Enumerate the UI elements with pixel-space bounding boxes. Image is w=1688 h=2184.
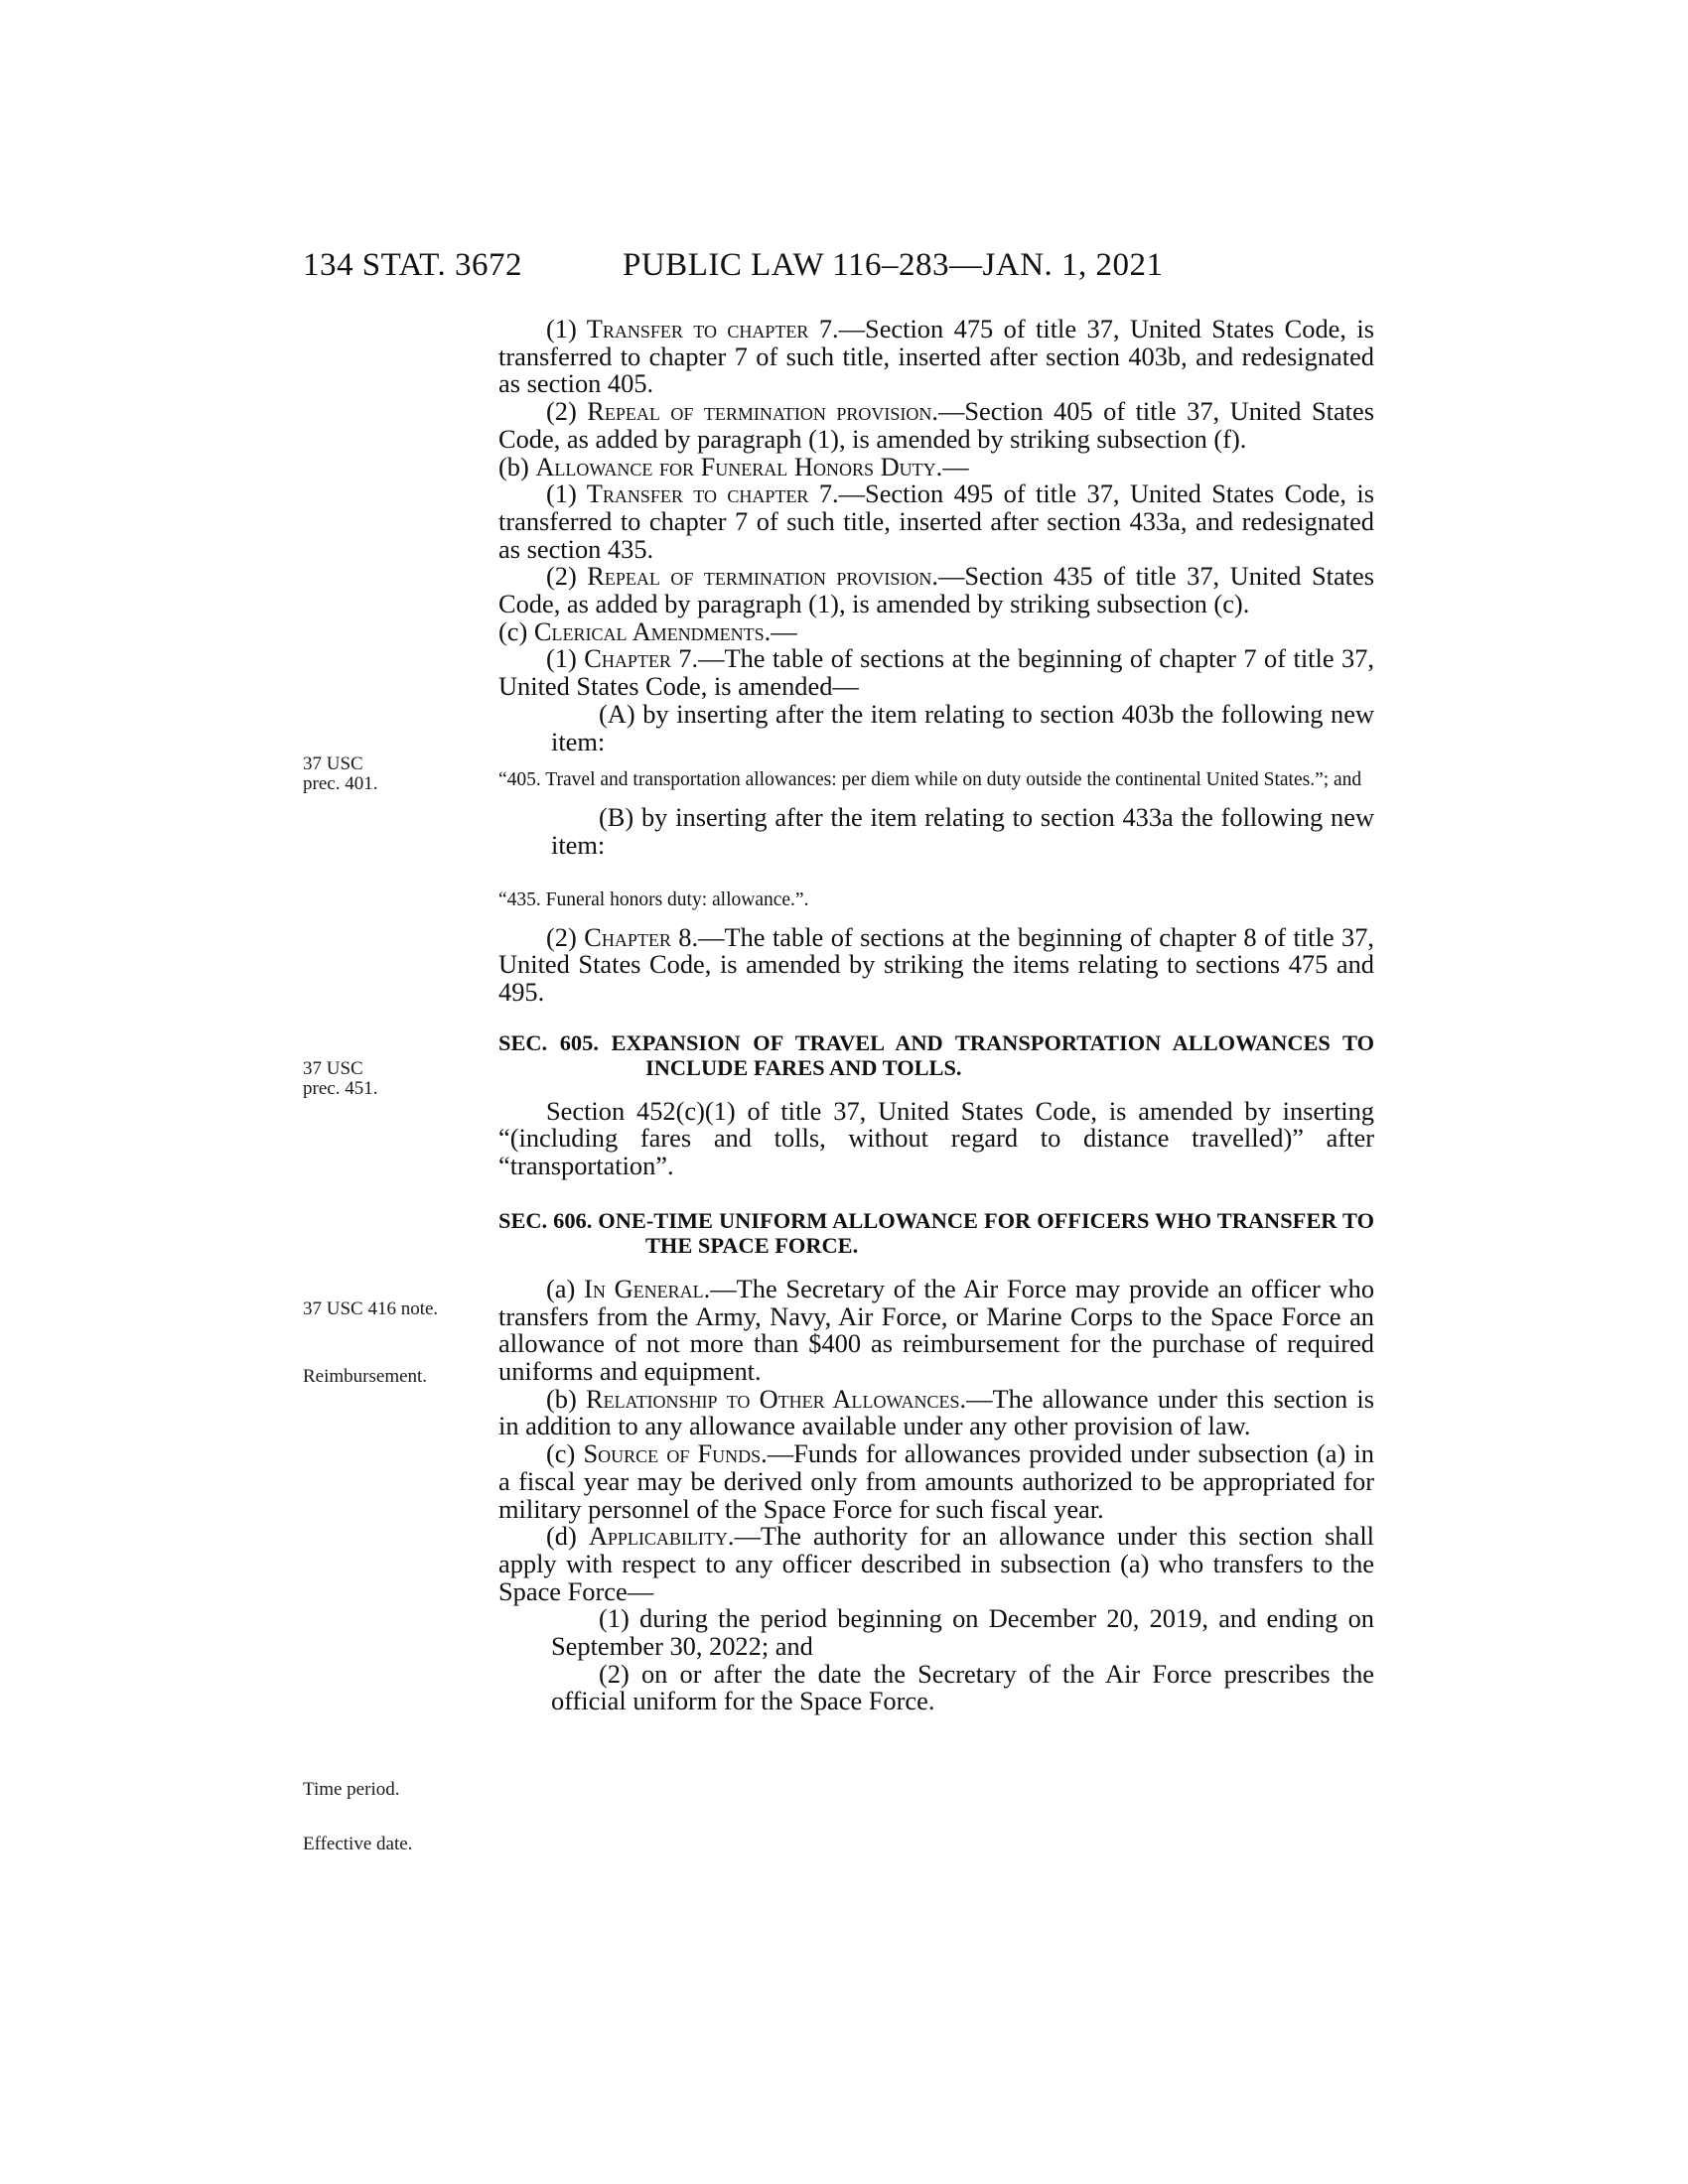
margin-note-usc-prec-451 — [303, 1059, 377, 1099]
toc-item-435: “435. Funeral honors duty: allowance.”. — [498, 888, 809, 910]
section-606-d-paragraph-1: (1) during the period beginning on December 20, 2019, and ending on September 30, 2022; and — [551, 1603, 1374, 1662]
subsection-text: —The Secretary of the Air Force may provide an officer who transfers from the Army, Navy, Air Force, or Marine Corps to the Space Force an allowance of not more than $400 as reimbursement for the purchase of required uniforms and equipment. — [498, 1273, 1375, 1386]
paragraph-heading: (1) Transfer to chapter 7. — [546, 314, 839, 343]
subsection-label: (b) — [498, 451, 536, 481]
paragraph-heading: (2) Repeal of termination provision. — [546, 396, 938, 427]
paragraph-heading: (2) Repeal of termination provision. — [546, 561, 938, 592]
subsection-heading: In General. — [584, 1273, 711, 1303]
margin-note-line: prec. 451. — [303, 1078, 378, 1099]
subsection-heading: Clerical Amendments. — [533, 615, 772, 646]
public-law-title: PUBLIC LAW 116–283—JAN. 1, 2021 — [623, 247, 1164, 283]
section-605-text: Section 452(c)(1) of title 37, United States Code, is amended by inserting “(including fares and tolls, without regard to distance travelled)” after “transportation”. — [498, 1095, 1374, 1181]
margin-note-line: prec. 401. — [303, 773, 378, 794]
margin-note-reimbursement: Reimbursement. — [303, 1366, 428, 1387]
section-606-subsection-c — [498, 1440, 1374, 1523]
margin-note-effective-date: Effective date. — [303, 1834, 413, 1854]
subsection-heading: Relationship to Other Allowances. — [585, 1383, 967, 1414]
subparagraph-cB: (B) by inserting after the item relating to section 433a the following new item: — [551, 802, 1374, 860]
paragraph-text: —Section 495 of title 37, United States Code, is transferred to chapter 7 of such title, inserted after section 433a, and redesignated as section 435. — [498, 478, 1374, 564]
paragraph-heading: (1) Transfer to chapter 7. — [546, 478, 839, 509]
subsection-label: (c) — [498, 615, 534, 646]
paragraph-c2 — [498, 921, 1374, 1008]
paragraph-text: —Section 405 of title 37, United States Code, as added by paragraph (1), is amended by striking subsection (f). — [498, 396, 1374, 454]
subsection-label: (b) — [546, 1383, 586, 1414]
subsection-heading: Allowance for Funeral Honors Duty. — [535, 451, 943, 481]
section-606-subsection-b — [498, 1383, 1374, 1441]
toc-item-405: “405. Travel and transportation allowances: per diem while on duty outside the continental United States.”; and — [498, 769, 1362, 791]
margin-note-usc-416-note: 37 USC 416 note. — [303, 1298, 439, 1319]
subsection-heading: Applicability. — [588, 1521, 735, 1552]
paragraph-heading: (1) Chapter 7. — [546, 643, 699, 674]
subsection-dash: — — [771, 615, 797, 646]
section-606-heading: SEC. 606. ONE-TIME UNIFORM ALLOWANCE FOR OFFICERS WHO TRANSFER TO THE SPACE FORCE. — [498, 1207, 1374, 1258]
paragraph-b2 — [498, 563, 1374, 617]
subsection-label: (d) — [546, 1521, 589, 1552]
section-605-heading: SEC. 605. EXPANSION OF TRAVEL AND TRANSPORTATION ALLOWANCES TO INCLUDE FARES AND TOLLS. — [498, 1029, 1374, 1080]
section-606-d-paragraph-2: (2) on or after the date the Secretary of the Air Force prescribes the official uniform for the Space Force. — [551, 1658, 1374, 1716]
margin-note-usc-prec-401 — [303, 754, 377, 794]
margin-note-line: 37 USC — [303, 1058, 363, 1079]
document-body — [498, 316, 1374, 1715]
paragraph-heading: (2) Chapter 8. — [546, 921, 699, 952]
paragraph-b1 — [498, 480, 1374, 563]
subsection-text: —The allowance under this section is in addition to any allowance available under any other provision of law. — [498, 1383, 1374, 1441]
paragraph-text: —Section 475 of title 37, United States Code, is transferred to chapter 7 of such title, inserted after section 403b, and redesignated as section 405. — [498, 314, 1374, 399]
paragraph-c1 — [498, 645, 1374, 700]
margin-note-time-period: Time period. — [303, 1779, 400, 1800]
subsection-c-heading — [498, 615, 1374, 646]
section-606-subsection-d — [498, 1523, 1374, 1605]
subsection-label: (c) — [546, 1438, 584, 1469]
subparagraph-cA: (A) by inserting after the item relating to section 403b the following new item: — [551, 698, 1374, 756]
subsection-label: (a) — [546, 1273, 585, 1303]
section-606-subsection-a — [498, 1273, 1375, 1386]
paragraph-text: —Section 435 of title 37, United States Code, as added by paragraph (1), is amended by striking subsection (c). — [498, 561, 1374, 619]
paragraph-text: —The table of sections at the beginning of chapter 7 of title 37, United States Code, is amended— — [498, 643, 1374, 702]
margin-note-line: 37 USC — [303, 753, 363, 774]
paragraph-a1 — [498, 316, 1374, 398]
statute-page-reference: 134 STAT. 3672 — [303, 247, 523, 283]
paragraph-a2 — [498, 398, 1374, 453]
subsection-text: —The authority for an allowance under this section shall apply with respect to any officer described in subsection (a) who transfers to the Space Force— — [498, 1521, 1374, 1606]
subsection-dash: — — [942, 451, 969, 481]
subsection-heading: Source of Funds. — [583, 1438, 768, 1469]
subsection-b-heading — [498, 451, 1374, 481]
paragraph-text: —The table of sections at the beginning of chapter 8 of title 37, United States Code, is amended by striking the items relating to sections 475 and 495. — [498, 921, 1374, 1008]
subsection-text: —Funds for allowances provided under subsection (a) in a fiscal year may be derived only from amounts authorized to be appropriated for military personnel of the Space Force for such fiscal year. — [498, 1438, 1375, 1524]
